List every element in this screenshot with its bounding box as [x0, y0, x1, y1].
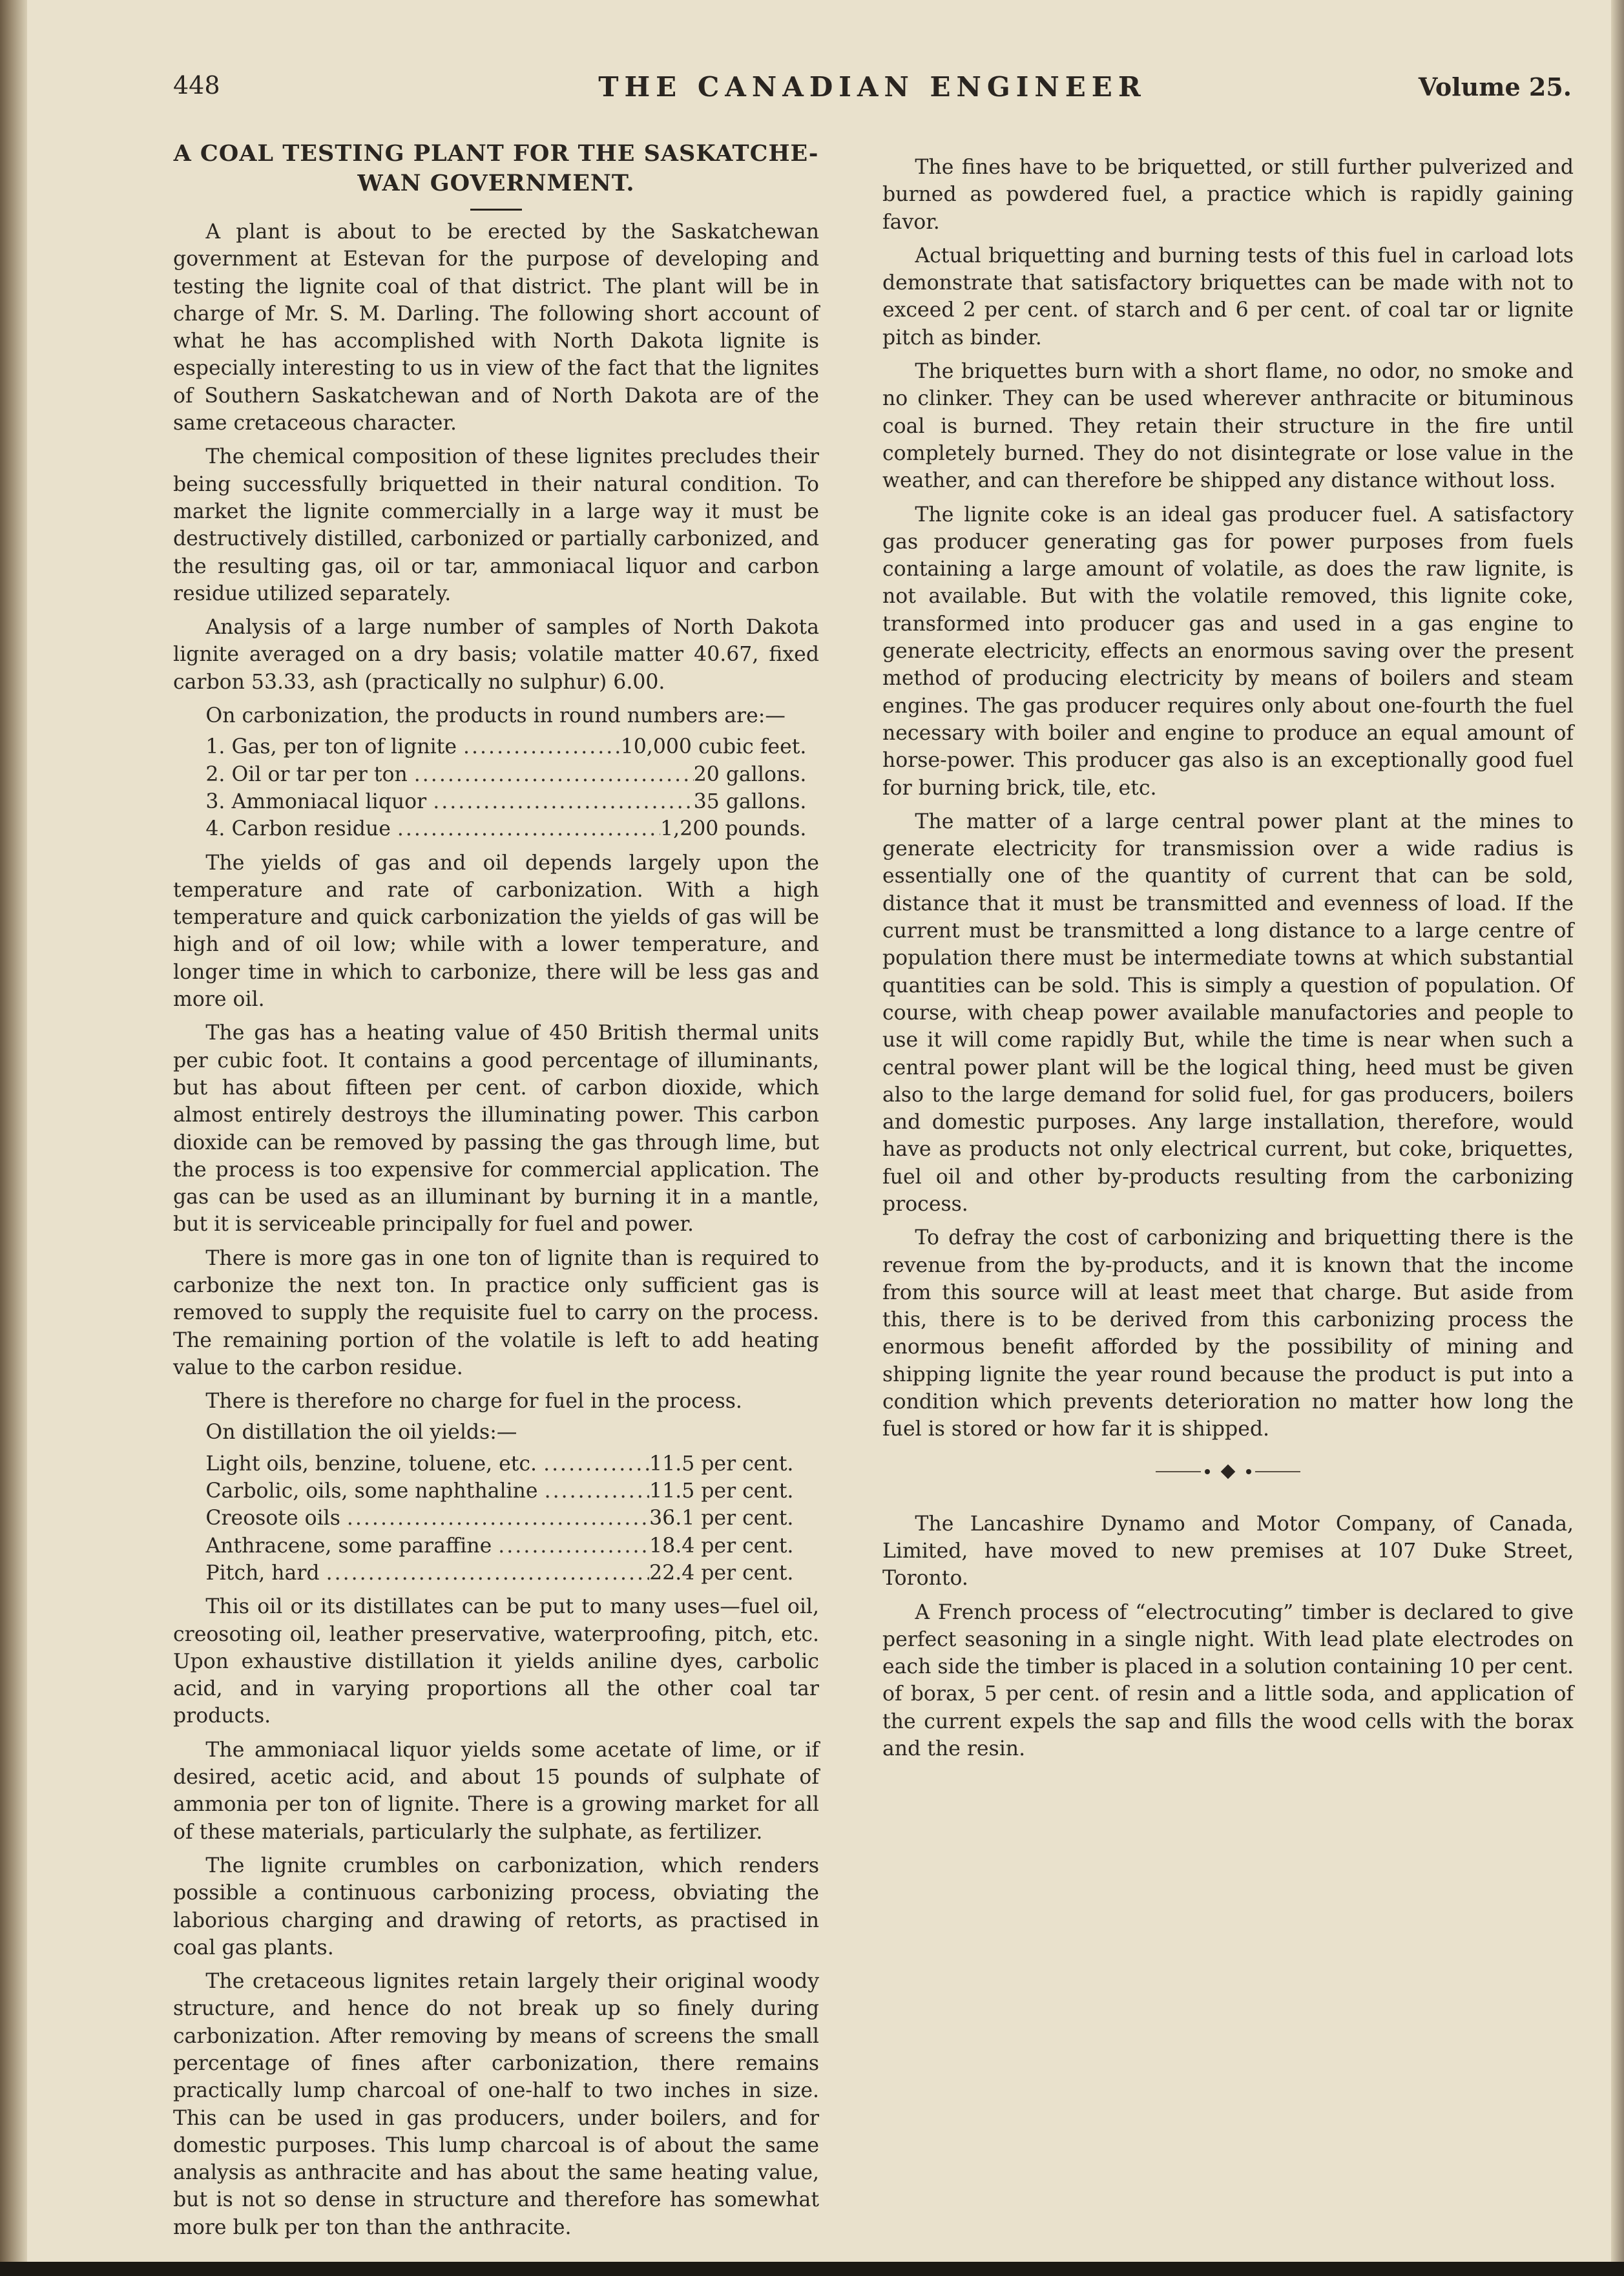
title-rule	[470, 209, 522, 211]
paragraph: This oil or its distillates can be put to many uses—fuel oil, creosoting oil, leather preservative, waterproofing, pitch, etc. Upon exhaustive distillation it yields aniline dyes, carbolic acid, and in varying proportions all the other coal tar products.	[173, 1595, 819, 1728]
paragraph: There is therefore no charge for fuel in the process.	[205, 1390, 742, 1414]
page-right-edge	[1611, 0, 1624, 2276]
list-item: Anthracene, some paraffine ..... 18.4 per cent.	[205, 1532, 793, 1560]
paragraph: The ammoniacal liquor yields some acetate of lime, or if desired, acetic acid, and about 15 pounds of sulphate of ammonia per ton of lignite. There is a growing market for all of these materials, particularly the sulphate, as fertilizer.	[173, 1738, 819, 1844]
paragraph: The gas has a heating value of 450 British thermal units per cubic foot. It contains a good percentage of illuminants, but has about fifteen per cent. of carbon dioxide, which almost entirely destroys the illuminating power. This carbon dioxide can be removed by passing the gas through lime, but the process is too expensive for commercial application. The gas can be used as an illuminant by burning it in a mantle, but it is serviceable principally for fuel and power.	[173, 1021, 819, 1237]
paragraph: There is more gas in one ton of lignite than is required to carbonize the next ton. In practice only sufficient gas is removed to supply the requisite fuel to carry on the process. The remaining portion of the volatile is left to add heating value to the carbon residue.	[173, 1246, 819, 1379]
paragraph: To defray the cost of carbonizing and briquetting there is the revenue from the by-products, and it is known that the income from this source will at least meet that charge. But aside from this, there is to be derived from this carbonizing process the enormous benefit afforded by the possibility of mining and shipping lignite the year round because the product is put into a condition which prevents deterioration no matter how long the fuel is stored or how far it is shipped.	[882, 1226, 1574, 1441]
right-column	[882, 154, 1574, 1769]
list-item: 2. Oil or tar per ton ..... 20 gallons.	[205, 761, 806, 788]
news-note: The Lancashire Dynamo and Motor Company, of Canada, Limited, have moved to new premises at 107 Duke Street, Toronto.	[882, 1512, 1574, 1591]
section-ornament	[882, 1467, 1574, 1477]
products-intro: On carbonization, the products in round numbers are:—	[205, 704, 786, 728]
products-list	[173, 733, 806, 842]
page-number: 448	[173, 71, 220, 99]
list-item: Carbolic, oils, some naphthaline ..... 11.5 per cent.	[205, 1477, 793, 1505]
paragraph: The lignite coke is an ideal gas producer fuel. A satisfactory gas producer generating gas for power purposes from fuels containing a large amount of volatile, as does the raw lignite, is not available. But with the volatile removed, this lignite coke, transformed into producer gas and used in a gas engine to generate electricity, effects an enormous saving over the present method of producing electricity by means of boilers and steam engines. The gas producer requires only about one-fourth the fuel necessary with boiler and engine to produce an equal amount of horse-power. This producer gas also is an exceptionally good fuel for burning brick, tile, etc.	[882, 503, 1574, 800]
left-column	[173, 139, 819, 2248]
oil-yields-list	[173, 1450, 793, 1587]
page-header	[173, 71, 1572, 116]
paragraph: The cretaceous lignites retain largely their original woody structure, and hence do not break up so finely during carbonization. After removing by means of screens the small percentage of fines after carbonization, there remains practically lump charcoal of one-half to two inches in size. This can be used in gas producers, under boilers, and for domestic purposes. This lump charcoal is of about the same analysis as anthracite and has about the same heating value, but is not so dense in structure and therefore has somewhat more bulk per ton than the anthracite.	[173, 1970, 819, 2239]
list-item: 3. Ammoniacal liquor ..... 35 gallons.	[205, 788, 806, 815]
list-item: 1. Gas, per ton of lignite ..... 10,000 cubic feet.	[205, 733, 806, 760]
paragraph: The chemical composition of these lignites precludes their being successfully briquetted in their natural condition. To market the lignite commercially in a large way it must be destructively distilled, carbonized or partially carbonized, and the resulting gas, oil or tar, ammoniacal liquor and carbon residue utilized separately.	[173, 445, 819, 605]
paragraph: Actual briquetting and burning tests of this fuel in carload lots demonstrate that satisfactory briquettes can be made with not to exceed 2 per cent. of starch and 6 per cent. of coal tar or lignite pitch as binder.	[882, 244, 1574, 350]
paragraph: Analysis of a large number of samples of North Dakota lignite averaged on a dry basis; volatile matter 40.67, fixed carbon 53.33, ash (practically no sulphur) 6.00.	[173, 616, 819, 694]
paragraph: The yields of gas and oil depends largely upon the temperature and rate of carbonization. With a high temperature and quick carbonization the yields of gas will be high and of oil low; while with a lower temperature, and longer time in which to carbonize, there will be less gas and more oil.	[173, 851, 819, 1012]
page-bottom-edge	[0, 2262, 1624, 2276]
list-item: 4. Carbon residue ..... 1,200 pounds.	[205, 815, 806, 842]
page-binding-edge	[0, 0, 27, 2276]
volume-label: Volume 25.	[1418, 72, 1572, 101]
list-item: Pitch, hard ..... 22.4 per cent.	[205, 1560, 793, 1587]
paragraph: The matter of a large central power plant at the mines to generate electricity for transmission over a wide radius is essentially one of the quantity of current that can be sold, distance that it must be transmitted and evenness of load. If the current must be transmitted a long distance to a large centre of population there must be intermediate towns at which substantial quantities can be sold. This is simply a question of population. Of course, with cheap power available manufactories and people to use it will come rapidly But, while the time is near when such a central power plant will be the logical thing, heed must be given also to the large demand for solid fuel, for gas producers, boilers and domestic purposes. Any large installation, therefore, would have as products not only electrical current, but coke, briquettes, fuel oil and other by-products resulting from the carbonizing process.	[882, 809, 1574, 1216]
article-title: A COAL TESTING PLANT FOR THE SASKATCHE-WAN GOVERNMENT.	[173, 140, 819, 196]
paragraph: The lignite crumbles on carbonization, which renders possible a continuous carbonizing process, obviating the laborious charging and drawing of retorts, as practised in coal gas plants.	[173, 1853, 819, 1959]
list-item: Creosote oils ..... 36.1 per cent.	[205, 1505, 793, 1532]
list-item: Light oils, benzine, toluene, etc. ..... 11.5 per cent.	[205, 1450, 793, 1477]
oil-yields-intro: On distillation the oil yields:—	[205, 1421, 517, 1445]
paragraph: The fines have to be briquetted, or still further pulverized and burned as powdered fuel, a practice which is rapidly gaining favor.	[882, 156, 1574, 234]
news-note: A French process of “electrocuting” timber is declared to give perfect seasoning in a single night. With lead plate electrodes on each side the timber is placed in a solution containing 10 per cent. of borax, 5 per cent. of resin and a little soda, and application of the current expels the sap and fills the wood cells with the borax and the resin.	[882, 1600, 1574, 1761]
journal-title: THE CANADIAN ENGINEER	[598, 71, 1147, 103]
paragraph: A plant is about to be erected by the Saskatchewan government at Estevan for the purpose of developing and testing the lignite coal of that district. The plant will be in charge of Mr. S. M. Darling. The following short account of what he has accomplished with North Dakota lignite is especially interesting to us in view of the fact that the lignites of Southern Saskatchewan and of North Dakota are of the same cretaceous character.	[173, 220, 819, 435]
paragraph: The briquettes burn with a short flame, no odor, no smoke and no clinker. They can be used wherever anthracite or bituminous coal is burned. They retain their structure in the fire until completely burned. They do not disintegrate or lose value in the weather, and can therefore be shipped any distance without loss.	[882, 360, 1574, 493]
